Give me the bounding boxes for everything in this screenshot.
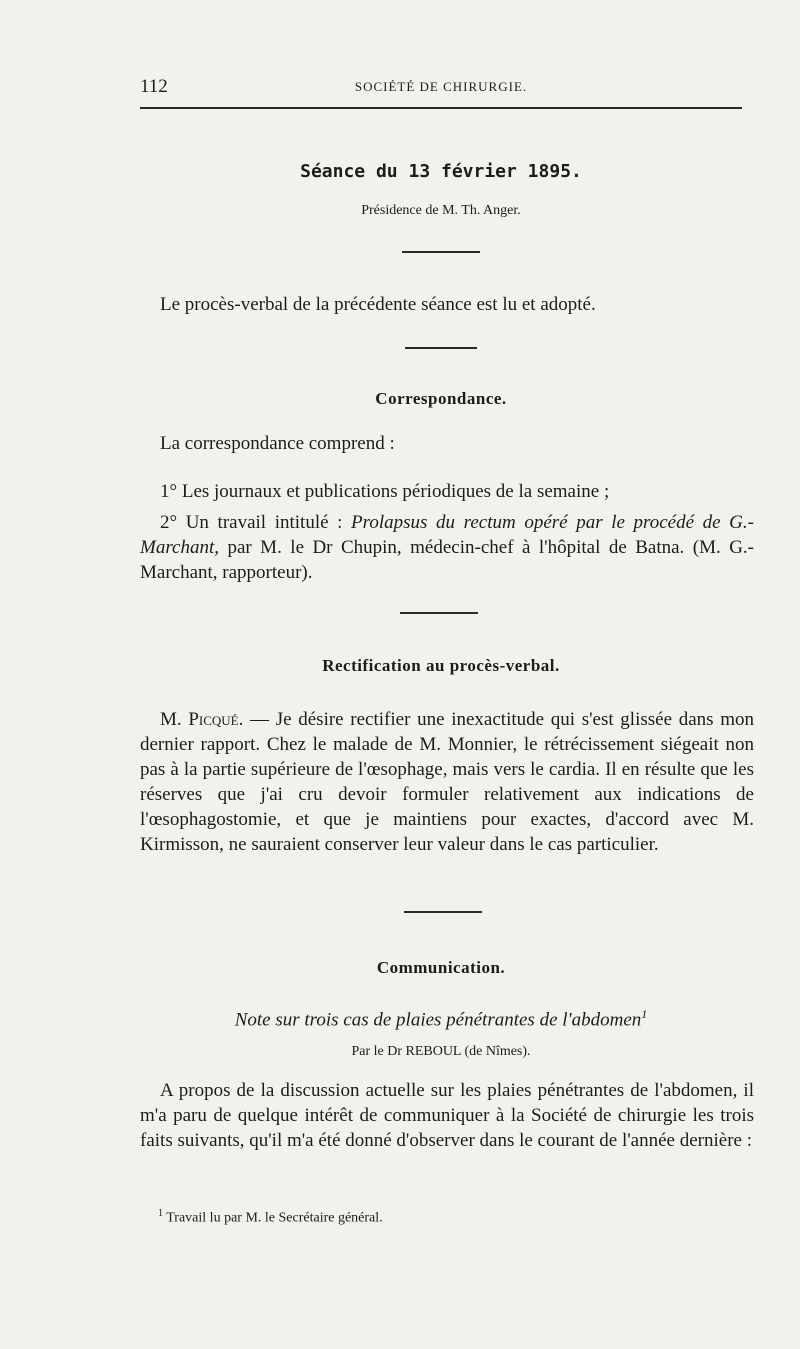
communication-text: A propos de la discussion actuelle sur les plaies pénétrantes de l'abdomen, il m'a paru de quelque intérêt de communiquer à la Société de chirurgie les trois faits suivants, qu'il m'a été donné d'observer dans le courant de l'année dernière : bbox=[140, 1080, 754, 1151]
correspondance-item-2 bbox=[140, 510, 754, 585]
section-divider bbox=[404, 911, 482, 913]
note-author: Par le Dr REBOUL (de Nîmes). bbox=[351, 1044, 531, 1059]
page-number: 112 bbox=[140, 76, 168, 97]
page-header bbox=[140, 76, 742, 98]
footnote-ref: 1 bbox=[641, 1007, 648, 1021]
header-rule bbox=[140, 107, 742, 109]
correspondance-heading: Correspondance. bbox=[375, 389, 507, 408]
work-title: Prolapsus du rectum opéré par le procédé de G.-Marchant, bbox=[140, 512, 754, 558]
section-divider bbox=[405, 347, 477, 349]
section-divider bbox=[400, 612, 478, 614]
footnote-mark: 1 bbox=[158, 1208, 163, 1219]
rectification-heading: Rectification au procès-verbal. bbox=[322, 656, 560, 675]
item2-rest: par M. le Dr Chupin, médecin-chef à l'hôpital de Batna. (M. G.-Marchant, rapporteur). bbox=[140, 537, 754, 583]
rectification-text: — Je désire rectifier une inexactitude qui s'est glissée dans mon dernier rapport. Chez le malade de M. Monnier, le rétrécissement siégeait non pas à la partie supérieure de l'œsophage, mais vers le cardia. Il en résulte que les réserves que j'ai cru devoir formuler relativement aux indications de l'œsophagostomie, et que je maintiens pour exactes, d'accord avec M. Kirmisson, ne sauraient conserver leur valeur dans le cas particulier. bbox=[140, 709, 754, 855]
item2-lead: 2° Un travail intitulé : bbox=[160, 512, 352, 533]
session-title: Séance du 13 février 1895. bbox=[300, 161, 582, 182]
section-divider bbox=[402, 251, 480, 253]
note-title-text: Note sur trois cas de plaies pénétrantes de l'abdomen bbox=[234, 1009, 642, 1031]
rectification-paragraph bbox=[140, 707, 754, 857]
correspondance-item-1: 1° Les journaux et publications périodiques de la semaine ; bbox=[160, 481, 610, 502]
running-title: SOCIÉTÉ DE CHIRURGIE. bbox=[354, 79, 528, 94]
communication-paragraph bbox=[140, 1078, 754, 1153]
footnote-text: Travail lu par M. le Secrétaire général. bbox=[166, 1210, 383, 1226]
correspondance-intro: La correspondance comprend : bbox=[160, 433, 395, 454]
footnote bbox=[158, 1208, 383, 1227]
minutes-paragraph: Le procès-verbal de la précédente séance est lu et adopté. bbox=[160, 294, 596, 315]
note-title bbox=[140, 1007, 742, 1031]
session-presidence: Présidence de M. Th. Anger. bbox=[361, 203, 521, 218]
speaker-name: M. Picqué. bbox=[160, 709, 244, 730]
communication-heading: Communication. bbox=[376, 958, 506, 977]
